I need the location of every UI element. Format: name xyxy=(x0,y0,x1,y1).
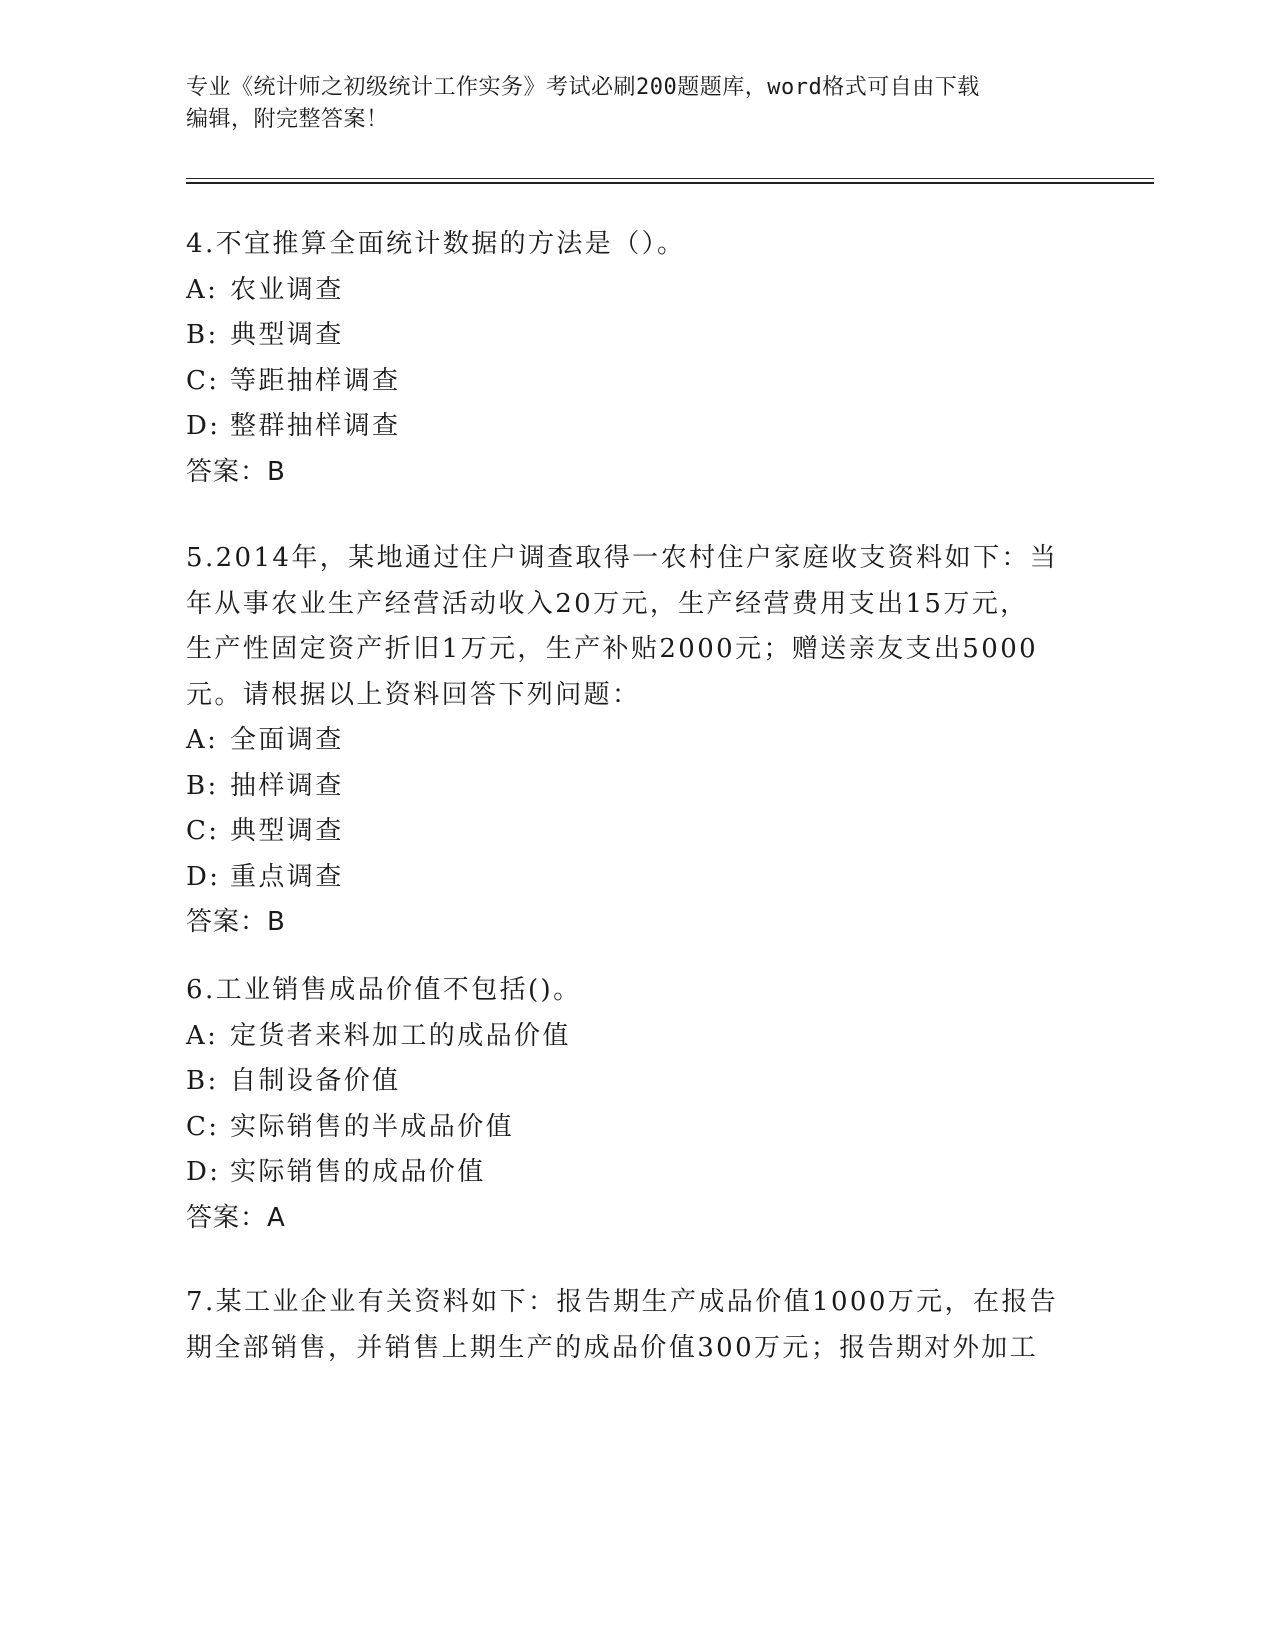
question-stem: 6.工业销售成品价值不包括()。 xyxy=(186,975,582,1005)
option-letter: D: xyxy=(186,861,221,892)
option-a xyxy=(186,268,1086,314)
option-letter: D: xyxy=(186,411,221,441)
option-letter: A: xyxy=(186,725,219,755)
header-line-1: 专业《统计师之初级统计工作实务》考试必刷200题题库，word格式可自由下载 xyxy=(186,75,980,100)
option-d xyxy=(186,404,1086,450)
option-text: 农业调查 xyxy=(230,274,344,305)
header-line-2: 编辑，附完整答案！ xyxy=(186,107,389,132)
option-b xyxy=(186,764,1086,810)
option-a xyxy=(186,1014,1086,1060)
option-text: 典型调查 xyxy=(230,320,344,350)
option-b xyxy=(186,313,1086,359)
option-letter: B: xyxy=(186,1066,219,1096)
option-text: 自制设备价值 xyxy=(230,1066,401,1096)
option-text: 典型调查 xyxy=(230,816,344,846)
option-letter: A: xyxy=(186,274,219,305)
answer-line: 答案：A xyxy=(186,1202,286,1233)
question-stem-line: 7.某工业企业有关资料如下：报告期生产成品价值1000万元，在报告 xyxy=(186,1287,1059,1317)
answer-line: 答案：B xyxy=(186,456,286,487)
option-d xyxy=(186,1150,1086,1196)
option-text: 重点调查 xyxy=(230,861,344,892)
question-5 xyxy=(186,536,1086,946)
option-text: 整群抽样调查 xyxy=(230,411,401,441)
question-stem: 4.不宜推算全面统计数据的方法是（）。 xyxy=(186,229,686,259)
question-4 xyxy=(186,222,1086,495)
option-c xyxy=(186,359,1086,405)
option-c xyxy=(186,809,1086,855)
option-a xyxy=(186,718,1086,764)
option-letter: C: xyxy=(186,1111,220,1142)
option-text: 实际销售的半成品价值 xyxy=(230,1111,515,1142)
question-stem-line: 生产性固定资产折旧1万元，生产补贴2000元；赠送亲友支出5000 xyxy=(186,634,1039,664)
header-divider-thin xyxy=(186,178,1154,179)
answer-line: 答案：B xyxy=(186,907,286,937)
question-stem-line: 5.2014年，某地通过住户调查取得一农村住户家庭收支资料如下：当 xyxy=(186,543,1059,573)
option-d xyxy=(186,855,1086,901)
option-text: 全面调查 xyxy=(230,725,344,755)
question-6 xyxy=(186,968,1086,1241)
option-c xyxy=(186,1105,1086,1151)
option-letter: D: xyxy=(186,1157,221,1187)
option-text: 抽样调查 xyxy=(230,770,344,801)
option-b xyxy=(186,1059,1086,1105)
question-stem-line: 元。请根据以上资料回答下列问题： xyxy=(186,679,641,710)
header-divider-thick xyxy=(186,182,1154,184)
option-text: 实际销售的成品价值 xyxy=(230,1157,486,1187)
question-stem-line: 年从事农业生产经营活动收入20万元，生产经营费用支出15万元， xyxy=(186,588,1029,619)
option-text: 等距抽样调查 xyxy=(230,365,401,396)
document-header xyxy=(186,72,1066,136)
question-stem-line: 期全部销售，并销售上期生产的成品价值300万元；报告期对外加工 xyxy=(186,1332,1039,1363)
option-text: 定货者来料加工的成品价值 xyxy=(230,1020,571,1051)
option-letter: C: xyxy=(186,365,220,396)
option-letter: A: xyxy=(186,1020,219,1051)
question-7 xyxy=(186,1280,1086,1371)
option-letter: B: xyxy=(186,320,219,350)
option-letter: C: xyxy=(186,816,220,846)
option-letter: B: xyxy=(186,770,219,801)
